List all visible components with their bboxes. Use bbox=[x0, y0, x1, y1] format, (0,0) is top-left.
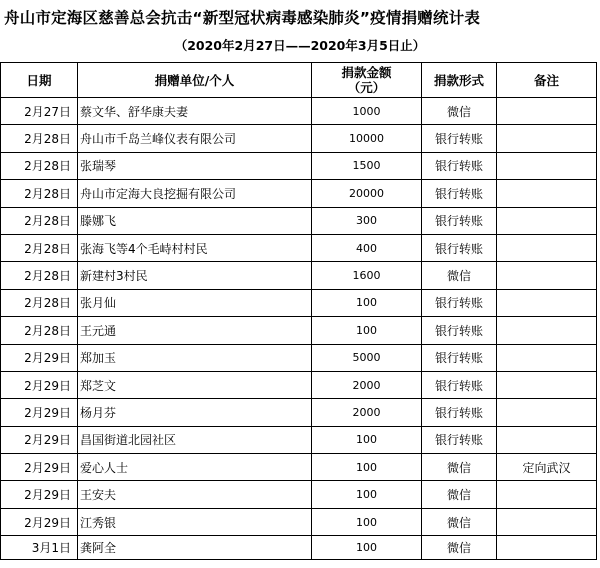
donor-cell: 龚阿全 bbox=[78, 536, 312, 560]
donor-cell: 张月仙 bbox=[78, 289, 312, 316]
donor-cell: 郑芝文 bbox=[78, 371, 312, 398]
method-cell: 银行转账 bbox=[422, 152, 497, 179]
note-cell bbox=[497, 536, 597, 560]
method-cell: 微信 bbox=[422, 454, 497, 481]
table-row bbox=[1, 152, 597, 179]
date-cell: 2月29日 bbox=[1, 454, 78, 481]
method-cell: 银行转账 bbox=[422, 207, 497, 234]
header-donor: 捐赠单位/个人 bbox=[78, 63, 312, 98]
donation-table bbox=[0, 62, 597, 560]
note-cell bbox=[497, 262, 597, 289]
amount-cell: 100 bbox=[312, 481, 422, 508]
amount-cell: 300 bbox=[312, 207, 422, 234]
date-cell: 2月29日 bbox=[1, 399, 78, 426]
amount-cell: 2000 bbox=[312, 371, 422, 398]
donor-cell: 昌国街道北园社区 bbox=[78, 426, 312, 453]
note-cell bbox=[497, 317, 597, 344]
table-header-row bbox=[1, 63, 597, 98]
donor-cell: 爱心人士 bbox=[78, 454, 312, 481]
note-cell bbox=[497, 289, 597, 316]
table-row bbox=[1, 207, 597, 234]
date-cell: 2月28日 bbox=[1, 234, 78, 261]
header-amount-line2: （元） bbox=[347, 80, 386, 95]
donor-cell: 张瑞琴 bbox=[78, 152, 312, 179]
method-cell: 银行转账 bbox=[422, 234, 497, 261]
date-cell: 2月29日 bbox=[1, 344, 78, 371]
donor-cell: 郑加玉 bbox=[78, 344, 312, 371]
method-cell: 银行转账 bbox=[422, 399, 497, 426]
donor-cell: 王安夫 bbox=[78, 481, 312, 508]
amount-cell: 20000 bbox=[312, 180, 422, 207]
amount-cell: 10000 bbox=[312, 125, 422, 152]
note-cell: 定向武汉 bbox=[497, 454, 597, 481]
note-cell bbox=[497, 234, 597, 261]
note-cell bbox=[497, 152, 597, 179]
donor-cell: 新建村3村民 bbox=[78, 262, 312, 289]
method-cell: 银行转账 bbox=[422, 426, 497, 453]
date-cell: 2月28日 bbox=[1, 262, 78, 289]
donor-cell: 王元通 bbox=[78, 317, 312, 344]
method-cell: 银行转账 bbox=[422, 371, 497, 398]
page-title: 舟山市定海区慈善总会抗击“新型冠状病毒感染肺炎”疫情捐赠统计表 bbox=[4, 9, 481, 27]
table-row bbox=[1, 454, 597, 481]
method-cell: 银行转账 bbox=[422, 344, 497, 371]
table-body bbox=[1, 98, 597, 560]
amount-cell: 100 bbox=[312, 317, 422, 344]
amount-cell: 400 bbox=[312, 234, 422, 261]
method-cell: 微信 bbox=[422, 481, 497, 508]
amount-cell: 100 bbox=[312, 536, 422, 560]
amount-cell: 1000 bbox=[312, 98, 422, 125]
table-row bbox=[1, 536, 597, 560]
date-cell: 2月28日 bbox=[1, 207, 78, 234]
table-row bbox=[1, 399, 597, 426]
date-cell: 2月29日 bbox=[1, 481, 78, 508]
date-cell: 3月1日 bbox=[1, 536, 78, 560]
table-row bbox=[1, 289, 597, 316]
note-cell bbox=[497, 98, 597, 125]
amount-cell: 100 bbox=[312, 508, 422, 535]
table-row bbox=[1, 426, 597, 453]
date-cell: 2月28日 bbox=[1, 152, 78, 179]
table-row bbox=[1, 262, 597, 289]
method-cell: 银行转账 bbox=[422, 180, 497, 207]
header-method: 捐款形式 bbox=[422, 63, 497, 98]
amount-cell: 100 bbox=[312, 454, 422, 481]
amount-cell: 100 bbox=[312, 426, 422, 453]
note-cell bbox=[497, 399, 597, 426]
method-cell: 微信 bbox=[422, 98, 497, 125]
table-row bbox=[1, 371, 597, 398]
date-cell: 2月28日 bbox=[1, 180, 78, 207]
donor-cell: 杨月芬 bbox=[78, 399, 312, 426]
method-cell: 银行转账 bbox=[422, 317, 497, 344]
note-cell bbox=[497, 481, 597, 508]
date-cell: 2月28日 bbox=[1, 289, 78, 316]
method-cell: 银行转账 bbox=[422, 289, 497, 316]
header-amount-line1: 捐款金额 bbox=[341, 65, 392, 80]
note-cell bbox=[497, 508, 597, 535]
date-cell: 2月27日 bbox=[1, 98, 78, 125]
table-row bbox=[1, 317, 597, 344]
date-cell: 2月28日 bbox=[1, 317, 78, 344]
amount-cell: 100 bbox=[312, 289, 422, 316]
table-row bbox=[1, 344, 597, 371]
amount-cell: 1500 bbox=[312, 152, 422, 179]
donor-cell: 滕娜飞 bbox=[78, 207, 312, 234]
donor-cell: 江秀银 bbox=[78, 508, 312, 535]
method-cell: 银行转账 bbox=[422, 125, 497, 152]
table-row bbox=[1, 98, 597, 125]
amount-cell: 5000 bbox=[312, 344, 422, 371]
table-row bbox=[1, 234, 597, 261]
table-row bbox=[1, 481, 597, 508]
donor-cell: 蔡文华、舒华康夫妻 bbox=[78, 98, 312, 125]
note-cell bbox=[497, 180, 597, 207]
header-amount bbox=[312, 63, 422, 98]
amount-cell: 1600 bbox=[312, 262, 422, 289]
method-cell: 微信 bbox=[422, 536, 497, 560]
donor-cell: 舟山市定海大良挖掘有限公司 bbox=[78, 180, 312, 207]
note-cell bbox=[497, 207, 597, 234]
date-cell: 2月29日 bbox=[1, 371, 78, 398]
header-note: 备注 bbox=[497, 63, 597, 98]
date-cell: 2月29日 bbox=[1, 508, 78, 535]
date-range-subtitle: （2020年2月27日——2020年3月5日止） bbox=[174, 38, 426, 53]
table-row bbox=[1, 125, 597, 152]
donor-cell: 张海飞等4个毛峙村村民 bbox=[78, 234, 312, 261]
table-row bbox=[1, 508, 597, 535]
date-cell: 2月29日 bbox=[1, 426, 78, 453]
table-row bbox=[1, 180, 597, 207]
method-cell: 微信 bbox=[422, 508, 497, 535]
amount-cell: 2000 bbox=[312, 399, 422, 426]
donor-cell: 舟山市千岛兰峰仪表有限公司 bbox=[78, 125, 312, 152]
header-date: 日期 bbox=[1, 63, 78, 98]
note-cell bbox=[497, 371, 597, 398]
date-cell: 2月28日 bbox=[1, 125, 78, 152]
note-cell bbox=[497, 125, 597, 152]
note-cell bbox=[497, 426, 597, 453]
note-cell bbox=[497, 344, 597, 371]
method-cell: 微信 bbox=[422, 262, 497, 289]
